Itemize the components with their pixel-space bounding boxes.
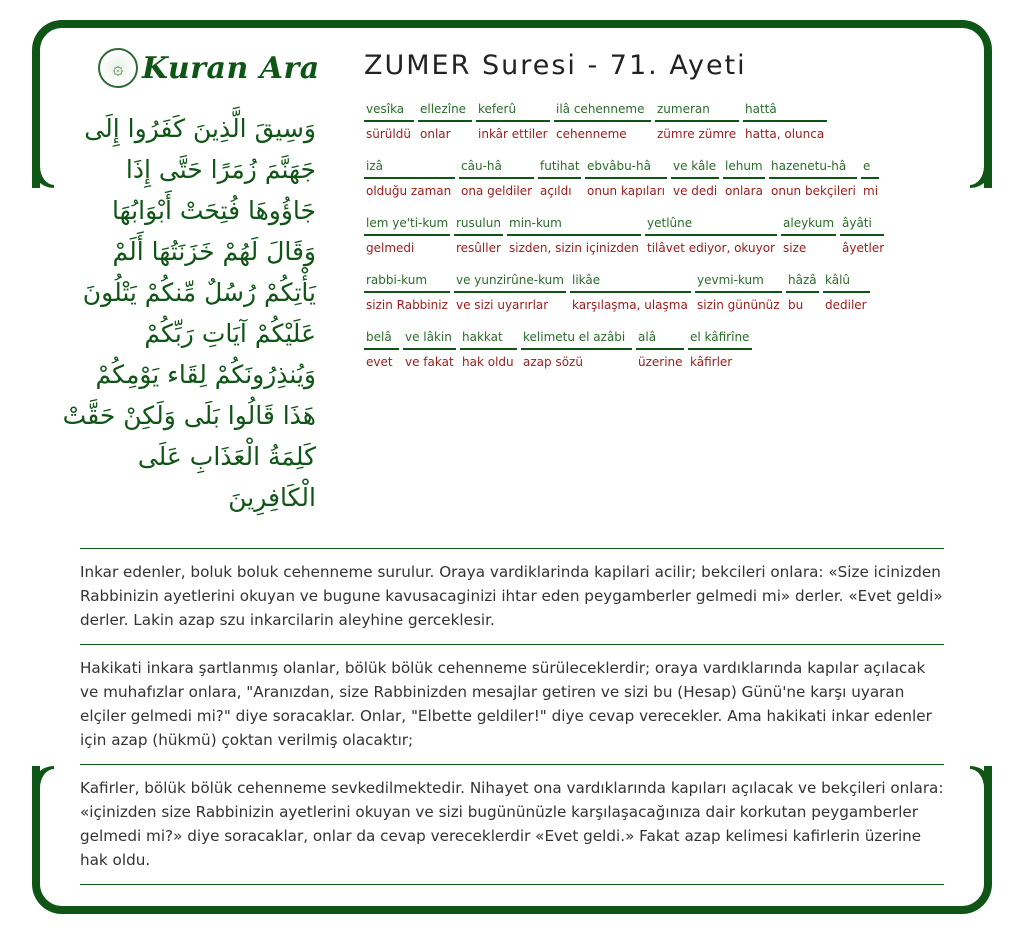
word-pair[interactable]	[585, 157, 667, 214]
word-meaning: gelmedi	[366, 241, 415, 255]
word-meaning: ve sizi uyarırlar	[456, 298, 549, 312]
arabic-verse	[50, 108, 316, 518]
word-pair[interactable]	[418, 100, 472, 157]
word-meaning: sizden, sizin içinizden	[509, 241, 639, 255]
word-transliteration: lehum	[723, 157, 765, 179]
word-meaning: sizin gününüz	[697, 298, 780, 312]
word-by-word-grid	[364, 100, 944, 385]
word-pair[interactable]	[459, 157, 534, 214]
word-transliteration: izâ	[364, 157, 455, 179]
quran-emblem-icon: ۞	[98, 48, 138, 88]
word-transliteration: hattâ	[743, 100, 827, 122]
word-meaning: olduğu zaman	[366, 184, 452, 198]
word-pair[interactable]	[645, 214, 777, 271]
word-transliteration: hakkat	[460, 328, 517, 350]
translation-1: Inkar edenler, boluk boluk cehenneme surulur. Oraya vardiklarinda kapilari acilir; bekcileri onlara: «Size icinizden Rabbinizin ayetlerini okuyan ve bugune kavusacaginizi ihtar eden peygamberler gelmedi mi» derler. «Evet geldi» derler. Lakin azap szu inkarcilarin aleyhine gerceklesir.	[80, 548, 944, 644]
word-pair[interactable]	[786, 271, 819, 328]
site-logo[interactable]	[98, 47, 320, 89]
word-pair[interactable]	[538, 157, 581, 214]
word-transliteration: lem ye'ti-kum	[364, 214, 450, 236]
word-transliteration: rabbi-kum	[364, 271, 450, 293]
arabic-line: الْكَافِرِينَ	[228, 483, 316, 512]
word-transliteration: kelimetu el azâbi	[521, 328, 632, 350]
word-pair[interactable]	[476, 100, 550, 157]
word-transliteration: likâe	[570, 271, 691, 293]
word-transliteration: yetlûne	[645, 214, 777, 236]
word-pair[interactable]	[655, 100, 739, 157]
word-transliteration: ve lâkin	[403, 328, 456, 350]
word-row	[364, 271, 944, 328]
word-meaning: ona geldiler	[461, 184, 533, 198]
word-meaning: ve fakat	[405, 355, 454, 369]
word-transliteration: yevmi-kum	[695, 271, 782, 293]
word-meaning: zümre zümre	[657, 127, 737, 141]
word-meaning: onun bekçileri	[771, 184, 856, 198]
arabic-line: وَقَالَ لَهُمْ خَزَنَتُهَا أَلَمْ	[112, 237, 316, 266]
word-meaning: kâfirler	[690, 355, 733, 369]
word-transliteration: ilâ cehenneme	[554, 100, 651, 122]
word-pair[interactable]	[688, 328, 752, 385]
word-meaning: inkâr ettiler	[478, 127, 548, 141]
word-transliteration: keferû	[476, 100, 550, 122]
word-transliteration: zumeran	[655, 100, 739, 122]
word-transliteration: ve yunzirûne-kum	[454, 271, 566, 293]
word-meaning: hak oldu	[462, 355, 514, 369]
word-meaning: onun kapıları	[587, 184, 665, 198]
word-pair[interactable]	[769, 157, 857, 214]
word-transliteration: alâ	[636, 328, 684, 350]
arabic-line: جَاؤُوهَا فُتِحَتْ أَبْوَابُهَا	[112, 196, 316, 225]
translation-2: Hakikati inkara şartlanmış olanlar, bölük bölük cehenneme sürüleceklerdir; oraya vardıklarında kapılar açılacak ve muhafızlar onlara, "Aranızdan, size Rabbinizden mesajlar getiren ve sizi bu (Hesap) Günü'ne karşı uyaran elçiler gelmedi mi?" diye soracaklar. Onlar, "Elbette geldiler!" diye cevap verecekler. Ama hakikati inkar edenler için azap (hükmü) çoktan verilmiş olacaktır;	[80, 644, 944, 764]
word-pair[interactable]	[364, 214, 450, 271]
translation-3: Kafirler, bölük bölük cehenneme sevkedilmektedir. Nihayet ona vardıklarında kapıları açılacak ve bekçileri onlara: «içinizden size Rabbinizin ayetlerini okuyan ve sizi bugününüzle karşılaşacağınıza dair korkutan peygamberler gelmedi mi?» diye soracaklar, onlar da cevap vereceklerdir «Evet geldi.» Fakat azap kelimesi kafirlerin üzerine hak oldu.	[80, 764, 944, 885]
arabic-line: هَذَا قَالُوا بَلَى وَلَكِنْ حَقَّتْ	[62, 401, 316, 430]
word-pair[interactable]	[781, 214, 836, 271]
word-row	[364, 214, 944, 271]
word-meaning: sizin Rabbiniz	[366, 298, 448, 312]
word-meaning: size	[783, 241, 807, 255]
word-transliteration: rusulun	[454, 214, 503, 236]
word-row	[364, 328, 944, 385]
page-title: ZUMER Suresi - 71. Ayeti	[364, 50, 747, 81]
word-pair[interactable]	[570, 271, 691, 328]
word-transliteration: âyâti	[840, 214, 884, 236]
word-pair[interactable]	[364, 328, 399, 385]
word-pair[interactable]	[403, 328, 456, 385]
word-meaning: âyetler	[842, 241, 885, 255]
word-pair[interactable]	[840, 214, 884, 271]
word-pair[interactable]	[454, 214, 503, 271]
word-meaning: mi	[863, 184, 879, 198]
word-meaning: onlara	[725, 184, 763, 198]
word-transliteration: ebvâbu-hâ	[585, 157, 667, 179]
logo-text: Kuran Ara	[142, 50, 320, 86]
arabic-line: عَلَيْكُمْ آيَاتِ رَبِّكُمْ	[144, 319, 316, 348]
word-transliteration: aleykum	[781, 214, 836, 236]
word-pair[interactable]	[861, 157, 879, 214]
word-meaning: üzerine	[638, 355, 683, 369]
translations-list	[80, 548, 944, 885]
word-meaning: karşılaşma, ulaşma	[572, 298, 688, 312]
word-meaning: ve dedi	[673, 184, 718, 198]
word-meaning: cehenneme	[556, 127, 627, 141]
word-transliteration: hâzâ	[786, 271, 819, 293]
arabic-line: وَسِيقَ الَّذِينَ كَفَرُوا إِلَى	[84, 114, 316, 143]
word-row	[364, 100, 944, 157]
arabic-line: جَهَنَّمَ زُمَرًا حَتَّى إِذَا	[125, 155, 316, 184]
word-transliteration: hazenetu-hâ	[769, 157, 857, 179]
word-transliteration: vesîka	[364, 100, 414, 122]
word-pair[interactable]	[460, 328, 517, 385]
word-meaning: onlar	[420, 127, 451, 141]
word-meaning: bu	[788, 298, 804, 312]
word-pair[interactable]	[695, 271, 782, 328]
word-meaning: sürüldü	[366, 127, 411, 141]
word-transliteration: min-kum	[507, 214, 641, 236]
word-pair[interactable]	[521, 328, 632, 385]
word-pair[interactable]	[671, 157, 719, 214]
word-pair[interactable]	[364, 271, 450, 328]
word-pair[interactable]	[554, 100, 651, 157]
arabic-line: كَلِمَةُ الْعَذَابِ عَلَى	[137, 442, 316, 471]
word-pair[interactable]	[507, 214, 641, 271]
word-meaning: azap sözü	[523, 355, 583, 369]
word-transliteration: e	[861, 157, 879, 179]
word-pair[interactable]	[364, 100, 414, 157]
word-meaning: dediler	[825, 298, 867, 312]
word-transliteration: ve kâle	[671, 157, 719, 179]
word-pair[interactable]	[364, 157, 455, 214]
word-meaning: tilâvet ediyor, okuyor	[647, 241, 775, 255]
word-meaning: açıldı	[540, 184, 572, 198]
word-pair[interactable]	[454, 271, 566, 328]
word-meaning: hatta, olunca	[745, 127, 825, 141]
word-pair[interactable]	[823, 271, 870, 328]
arabic-line: يَأْتِكُمْ رُسُلٌ مِّنكُمْ يَتْلُونَ	[82, 278, 316, 307]
word-pair[interactable]	[636, 328, 684, 385]
word-meaning: evet	[366, 355, 393, 369]
word-transliteration: belâ	[364, 328, 399, 350]
word-transliteration: el kâfirîne	[688, 328, 752, 350]
word-row	[364, 157, 944, 214]
word-pair[interactable]	[723, 157, 765, 214]
word-transliteration: ellezîne	[418, 100, 472, 122]
word-transliteration: futihat	[538, 157, 581, 179]
word-transliteration: câu-hâ	[459, 157, 534, 179]
word-meaning: resûller	[456, 241, 501, 255]
arabic-line: وَيُنذِرُونَكُمْ لِقَاء يَوْمِكُمْ	[95, 360, 316, 389]
word-pair[interactable]	[743, 100, 827, 157]
word-transliteration: kâlû	[823, 271, 870, 293]
